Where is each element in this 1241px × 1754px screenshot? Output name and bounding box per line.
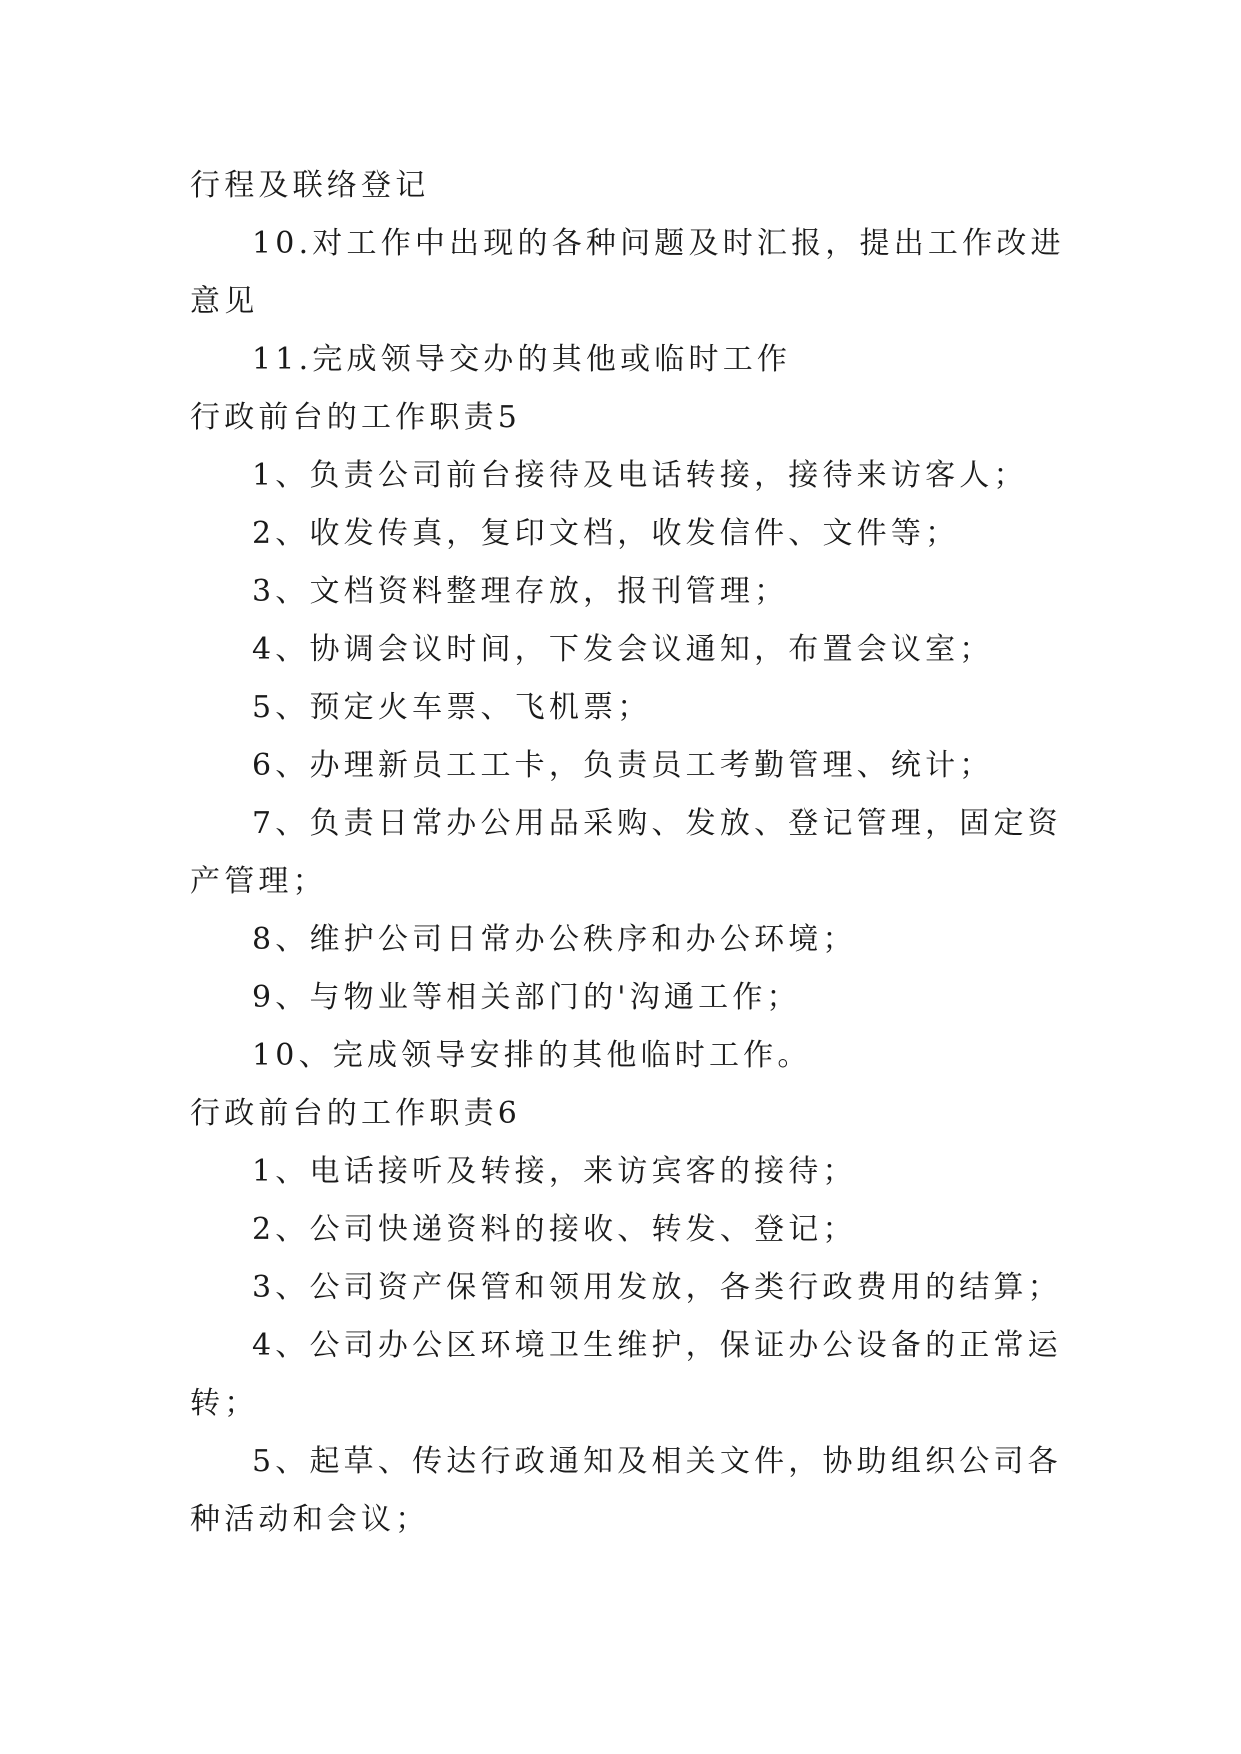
list-item: 10.对工作中出现的各种问题及时汇报，提出工作改进 xyxy=(252,226,1065,261)
continuation-line: 意见 xyxy=(190,284,259,319)
list-item: 11.完成领导交办的其他或临时工作 xyxy=(252,342,792,377)
list-item: 5、起草、传达行政通知及相关文件，协助组织公司各 xyxy=(252,1444,1062,1479)
list-item: 4、协调会议时间，下发会议通知，布置会议室； xyxy=(252,632,994,667)
section-heading: 行政前台的工作职责5 xyxy=(190,400,522,435)
list-item: 2、公司快递资料的接收、转发、登记； xyxy=(252,1212,857,1247)
continuation-line: 行程及联络登记 xyxy=(190,168,430,203)
list-item: 3、文档资料整理存放，报刊管理； xyxy=(252,574,789,609)
list-item: 5、预定火车票、飞机票； xyxy=(252,690,652,725)
section-heading: 行政前台的工作职责6 xyxy=(190,1096,522,1131)
list-item: 8、维护公司日常办公秩序和办公环境； xyxy=(252,922,857,957)
list-item: 1、负责公司前台接待及电话转接，接待来访客人； xyxy=(252,458,1028,493)
continuation-line: 转； xyxy=(190,1386,259,1421)
list-item: 4、公司办公区环境卫生维护，保证办公设备的正常运 xyxy=(252,1328,1062,1363)
continuation-line: 产管理； xyxy=(190,864,327,899)
list-item: 1、电话接听及转接，来访宾客的接待； xyxy=(252,1154,857,1189)
list-item: 10、完成领导安排的其他临时工作。 xyxy=(252,1038,812,1073)
list-item: 7、负责日常办公用品采购、发放、登记管理，固定资 xyxy=(252,806,1062,841)
continuation-line: 种活动和会议； xyxy=(190,1502,430,1537)
list-item: 9、与物业等相关部门的'沟通工作； xyxy=(252,980,801,1015)
list-item: 3、公司资产保管和领用发放，各类行政费用的结算； xyxy=(252,1270,1062,1305)
list-item: 6、办理新员工工卡，负责员工考勤管理、统计； xyxy=(252,748,994,783)
list-item: 2、收发传真，复印文档，收发信件、文件等； xyxy=(252,516,960,551)
